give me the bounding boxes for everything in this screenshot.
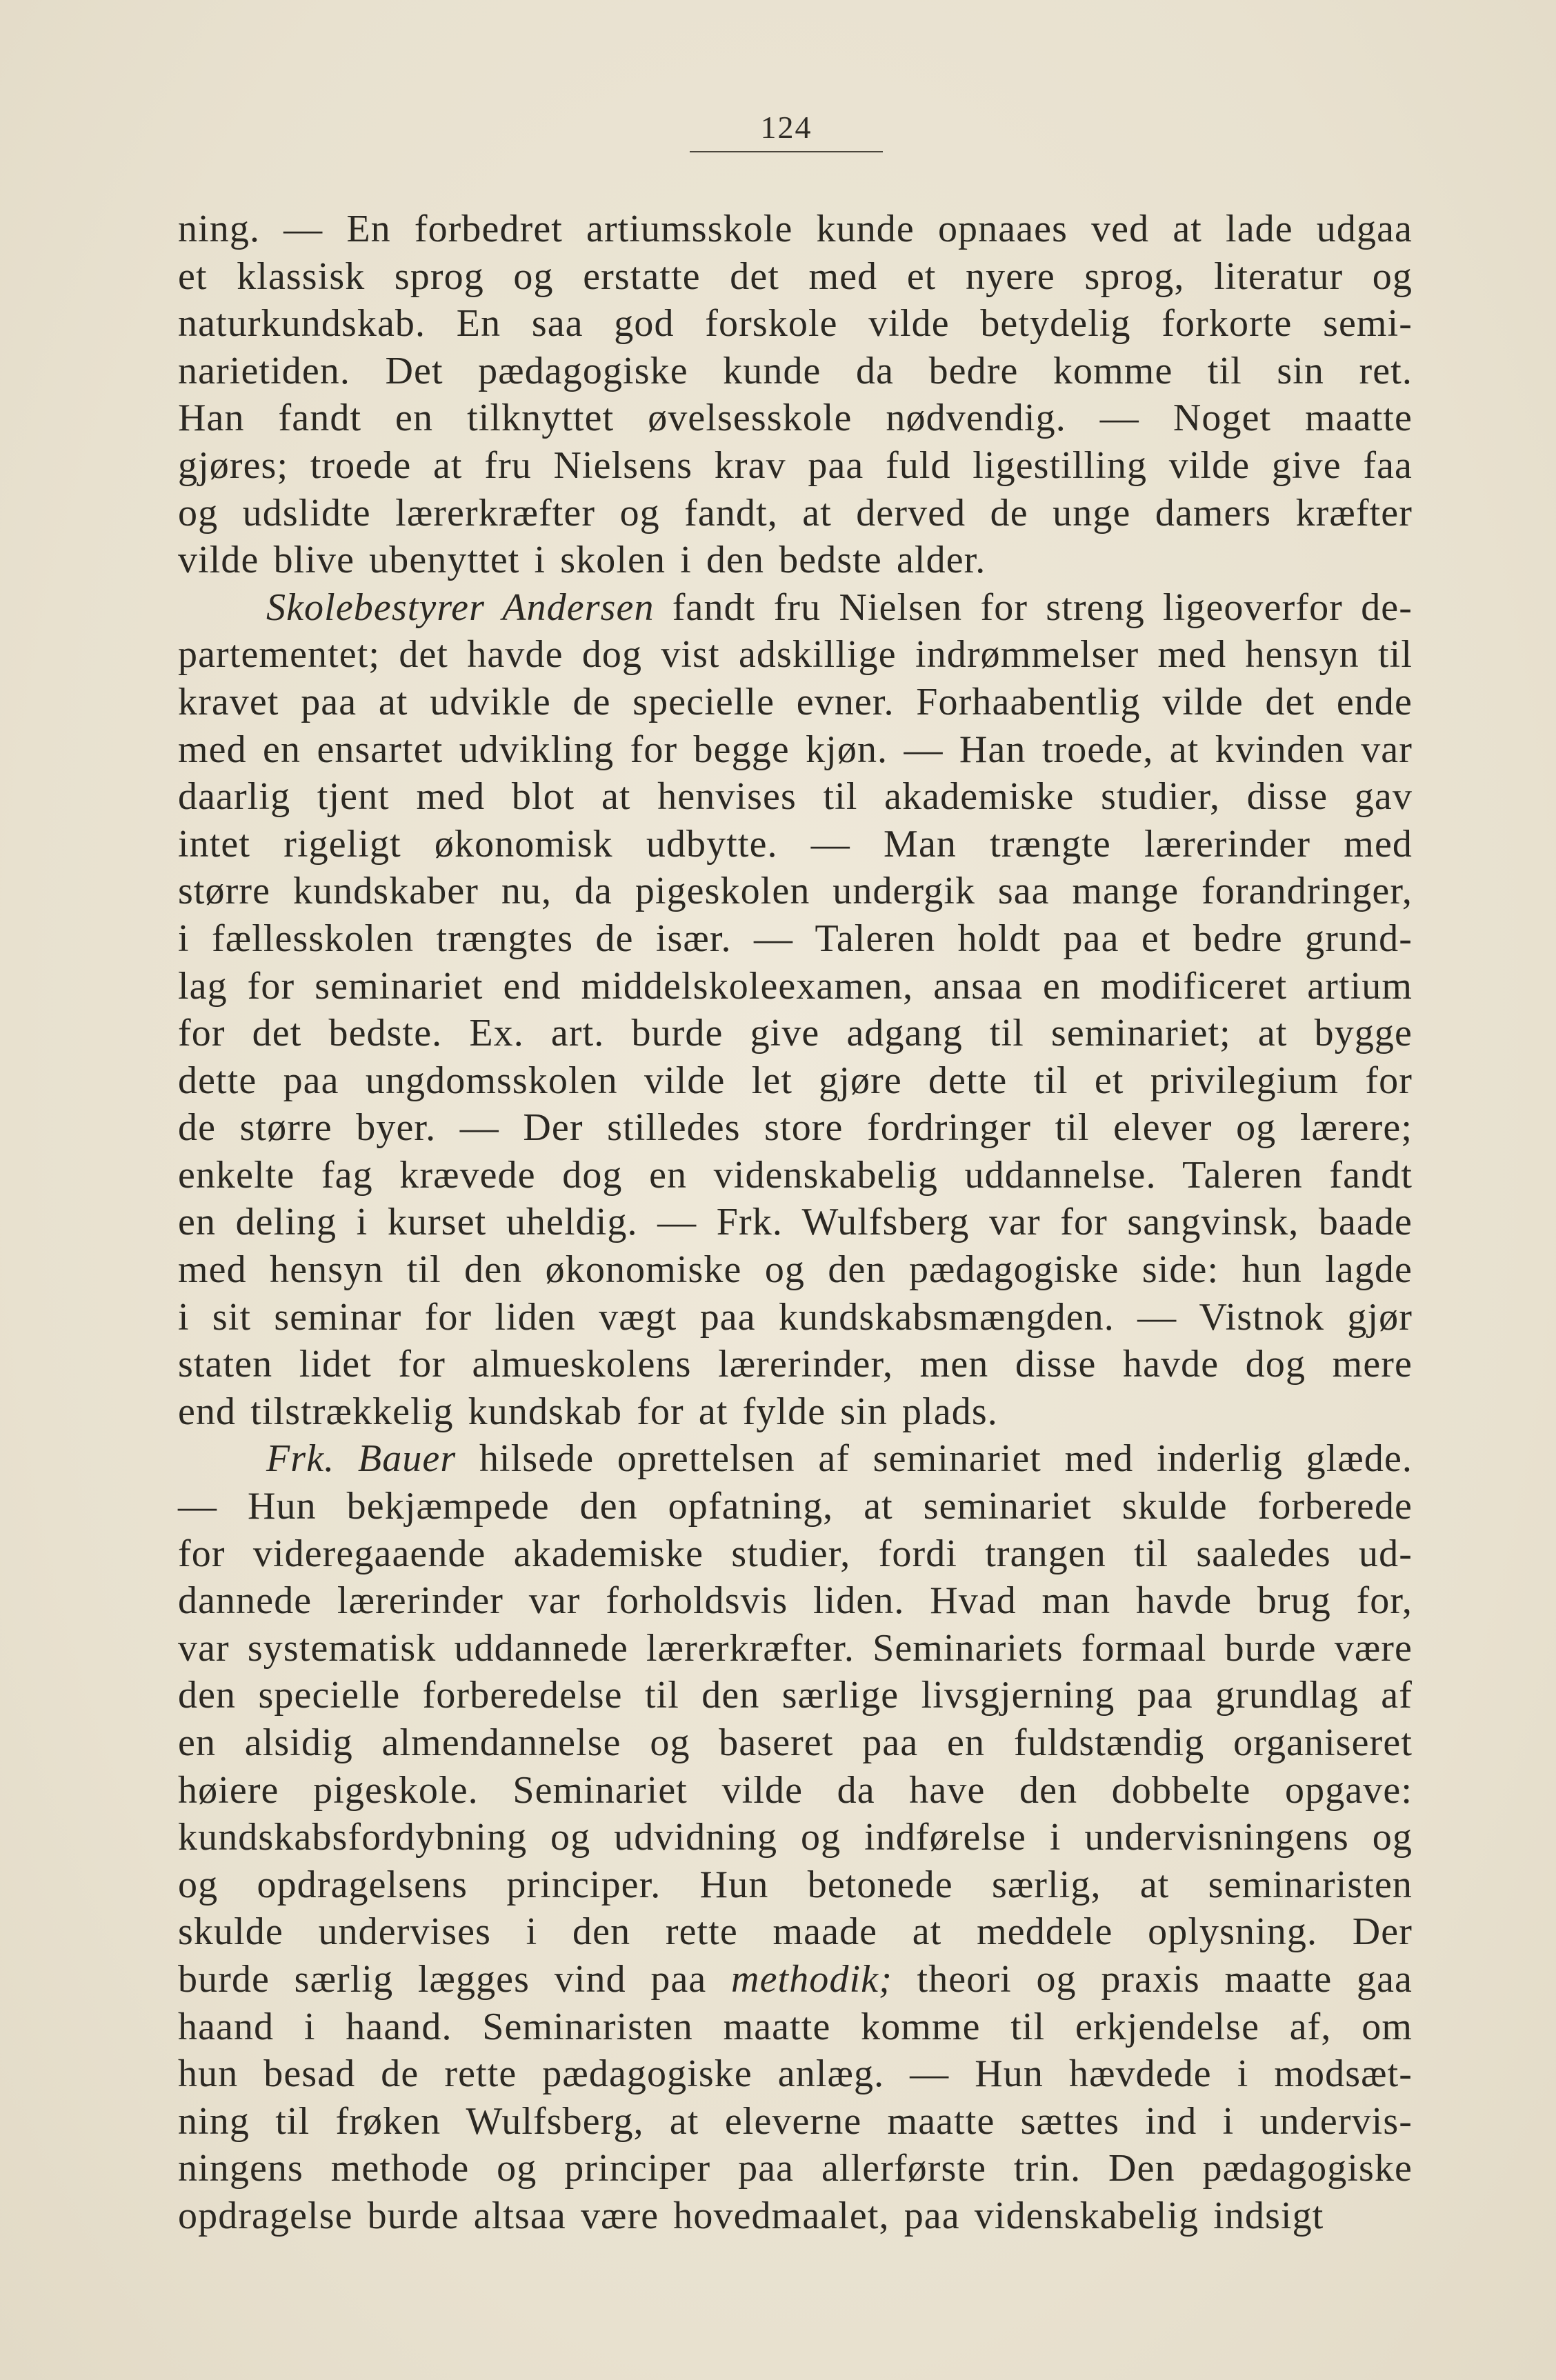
line-text: skulde undervises i den rette maade at meddele oplysning. Der — [178, 1910, 1413, 1954]
line-text: med en ensartet udvikling for begge kjøn. — Han troede, at kvinden var — [178, 728, 1413, 771]
text-line — [178, 584, 1413, 632]
line-text: den specielle forberedelse til den særlige livsgjerning paa grundlag af — [178, 1674, 1413, 1717]
text-line — [178, 868, 1413, 915]
line-text: daarlig tjent med blot at henvises til akademiske studier, disse gav — [178, 775, 1413, 819]
line-text: dannede lærerinder var forholdsvis liden. Hvad man havde brug for, — [178, 1579, 1413, 1623]
line-text: for videregaaende akademiske studier, fordi trangen til saaledes ud- — [178, 1532, 1413, 1575]
text-line — [178, 2003, 1413, 2051]
text-line — [178, 1199, 1413, 1246]
text-line — [178, 773, 1413, 821]
text-line — [178, 1530, 1413, 1578]
text-line — [178, 1388, 1413, 1436]
line-text: ning til frøken Wulfsberg, at eleverne maatte sættes ind i undervis- — [178, 2099, 1413, 2143]
text-line — [178, 915, 1413, 963]
text-line — [178, 1672, 1413, 1719]
text-line — [178, 2050, 1413, 2098]
line-text: et klassisk sprog og erstatte det med et nyere sprog, literatur og — [178, 254, 1413, 298]
line-text: naturkundskab. En saa god forskole vilde betydelig forkorte semi- — [178, 302, 1413, 346]
text-line — [178, 2192, 1413, 2240]
line-text: burde særlig lægges vind paa — [178, 1957, 732, 2001]
line-text: en deling i kurset uheldig. — Frk. Wulfsberg var for sangvinsk, baade — [178, 1201, 1413, 1244]
line-text: intet rigeligt økonomisk udbytte. — Man trængte lærerinder med — [178, 822, 1413, 866]
text-line — [178, 1152, 1413, 1199]
line-text: kravet paa at udvikle de specielle evner. Forhaabentlig vilde det ende — [178, 680, 1413, 723]
line-text: lag for seminariet end middelskoleexamen, ansaa en modificeret artium — [178, 964, 1413, 1008]
text-line — [178, 537, 1413, 584]
line-text: og opdragelsens principer. Hun betonede særlig, at seminaristen — [178, 1863, 1413, 1906]
line-text: haand i haand. Seminaristen maatte komme til erkjendelse af, om — [178, 2005, 1413, 2048]
line-text: fandt fru Nielsen for streng ligeoverfor de- — [654, 586, 1413, 629]
text-line — [178, 206, 1413, 253]
text-line — [178, 1767, 1413, 1814]
text-line — [178, 1010, 1413, 1057]
line-text: dette paa ungdomsskolen vilde let gjøre dette til et privilegium for — [178, 1059, 1413, 1102]
line-text: ningens methode og principer paa allerførste trin. Den pædagogiske — [178, 2147, 1413, 2190]
line-text: enkelte fag krævede dog en videnskabelig uddannelse. Taleren fandt — [178, 1153, 1413, 1197]
line-text: end tilstrækkelig kundskab for at fylde sin plads. — [178, 1390, 998, 1433]
paragraph — [178, 584, 1413, 1436]
line-text: var systematisk uddannede lærerkræfter. Seminariets formaal burde være — [178, 1626, 1413, 1670]
text-line — [178, 1861, 1413, 1909]
text-line — [178, 348, 1413, 395]
italic-text: Skolebestyrer Andersen — [266, 586, 655, 629]
page-number: 124 — [760, 110, 812, 145]
line-text: narietiden. Det pædagogiske kunde da bedre komme til sin ret. — [178, 349, 1413, 392]
text-line — [178, 1294, 1413, 1341]
line-text: hun besad de rette pædagogiske anlæg. — Hun hævdede i modsæt- — [178, 2052, 1413, 2096]
paragraph — [178, 206, 1413, 584]
text-line — [178, 679, 1413, 726]
line-text: en alsidig almendannelse og baseret paa en fuldstændig organiseret — [178, 1721, 1413, 1764]
line-text: Han fandt en tilknyttet øvelsesskole nødvendig. — Noget maatte — [178, 397, 1413, 440]
text-line — [178, 963, 1413, 1010]
text-line — [178, 2098, 1413, 2146]
page-header — [690, 109, 883, 152]
line-text: høiere pigeskole. Seminariet vilde da have den dobbelte opgave: — [178, 1768, 1413, 1812]
paragraph — [178, 1435, 1413, 2239]
text-line — [178, 726, 1413, 774]
text-line — [178, 1814, 1413, 1861]
text-line — [178, 1719, 1413, 1767]
text-line — [178, 300, 1413, 348]
line-text: opdragelse burde altsaa være hovedmaalet, paa videnskabelig indsigt — [178, 2194, 1324, 2237]
text-line — [178, 442, 1413, 490]
line-text: for det bedste. Ex. art. burde give adgang til seminariet; at bygge — [178, 1012, 1413, 1055]
text-line — [178, 821, 1413, 868]
text-line — [178, 1483, 1413, 1530]
line-text: i sit seminar for liden vægt paa kundskabsmængden. — Vistnok gjør — [178, 1295, 1413, 1339]
italic-text: Frk. Bauer — [266, 1437, 457, 1481]
text-line — [178, 1104, 1413, 1152]
text-line — [178, 1577, 1413, 1625]
line-text: kundskabsfordybning og udvidning og indførelse i undervisningens og — [178, 1816, 1413, 1859]
text-line — [178, 394, 1413, 442]
text-line — [178, 1908, 1413, 1956]
line-text: gjøres; troede at fru Nielsens krav paa fuld ligestilling vilde give faa — [178, 443, 1413, 487]
line-text: partementet; det havde dog vist adskillige indrømmelser med hensyn til — [178, 633, 1413, 677]
text-line — [178, 1246, 1413, 1294]
line-text: de større byer. — Der stilledes store fordringer til elever og lærere; — [178, 1106, 1413, 1150]
text-line — [178, 253, 1413, 301]
text-line — [178, 1435, 1413, 1483]
text-line — [178, 2145, 1413, 2192]
line-text: staten lidet for almueskolens lærerinder, men disse havde dog mere — [178, 1343, 1413, 1386]
line-text: med hensyn til den økonomiske og den pædagogiske side: hun lagde — [178, 1248, 1413, 1292]
line-text: hilsede oprettelsen af seminariet med inderlig glæde. — [456, 1437, 1413, 1481]
italic-text: methodik; — [731, 1957, 892, 2001]
line-text: større kundskaber nu, da pigeskolen undergik saa mange forandringer, — [178, 870, 1413, 913]
line-text: ning. — En forbedret artiumsskole kunde opnaaes ved at lade udgaa — [178, 208, 1413, 250]
line-text: vilde blive ubenyttet i skolen i den bedste alder. — [178, 539, 986, 582]
text-line — [178, 1057, 1413, 1105]
line-text: i fællesskolen trængtes de især. — Taleren holdt paa et bedre grund- — [178, 917, 1413, 960]
text-line — [178, 1956, 1413, 2003]
line-text: — Hun bekjæmpede den opfatning, at seminariet skulde forberede — [178, 1485, 1413, 1528]
text-line — [178, 631, 1413, 679]
header-rule — [690, 151, 883, 152]
text-line — [178, 1341, 1413, 1388]
text-line — [178, 1625, 1413, 1672]
text-line — [178, 490, 1413, 537]
line-text: theori og praxis maatte gaa — [892, 1957, 1413, 2001]
text-body — [178, 206, 1413, 2240]
line-text: og udslidte lærerkræfter og fandt, at derved de unge damers kræfter — [178, 491, 1413, 534]
